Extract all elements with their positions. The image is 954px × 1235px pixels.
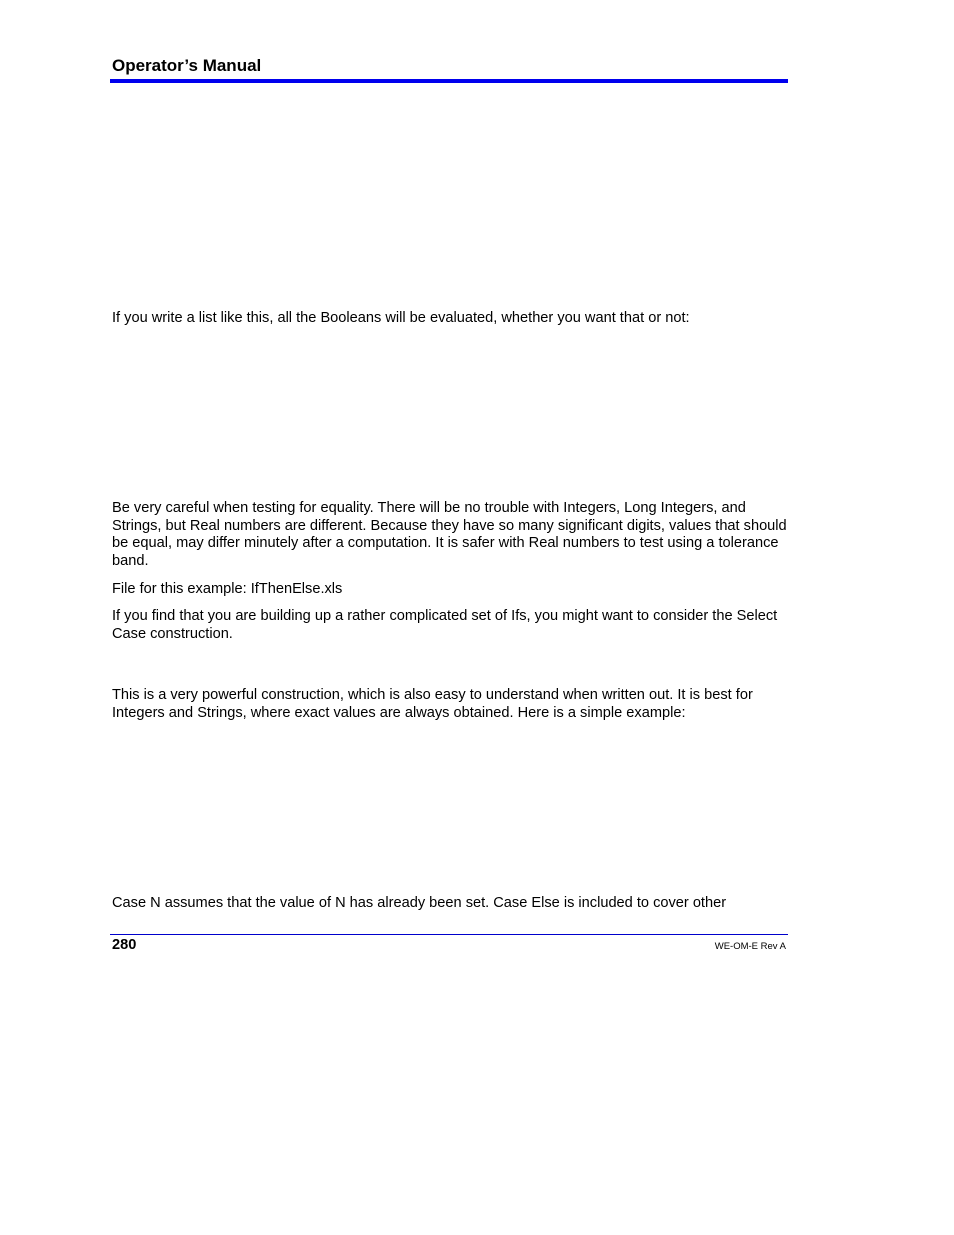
paragraph-select-case-hint: If you find that you are building up a rather complicated set of Ifs, you might want to consider the Select Case construction. xyxy=(112,608,778,642)
paragraph-case-n: Case N assumes that the value of N has already been set. Case Else is included to cover other xyxy=(112,895,727,911)
paragraph-example-file: File for this example: IfThenElse.xls xyxy=(112,581,343,597)
page-number: 280 xyxy=(112,937,137,953)
document-id: WE-OM-E Rev A xyxy=(714,941,786,952)
paragraph-equality: Be very careful when testing for equality. There will be no trouble with Integers, Long Integers, and Strings, but Real numbers are different. Because they have so many significant digits, values that should be equal, may differ minutely after a computation. It is safer with Real numbers to test using a tolerance band. xyxy=(112,500,787,569)
footer-rule xyxy=(110,934,788,935)
paragraph-select-case: This is a very powerful construction, which is also easy to understand when written out. It is best for Integers and Strings, where exact values are always obtained. Here is a simple example: xyxy=(112,687,753,721)
header-rule xyxy=(110,79,788,83)
paragraph-booleans: If you write a list like this, all the Booleans will be evaluated, whether you want that or not: xyxy=(112,310,690,326)
header-title: Operator’s Manual xyxy=(112,56,262,75)
